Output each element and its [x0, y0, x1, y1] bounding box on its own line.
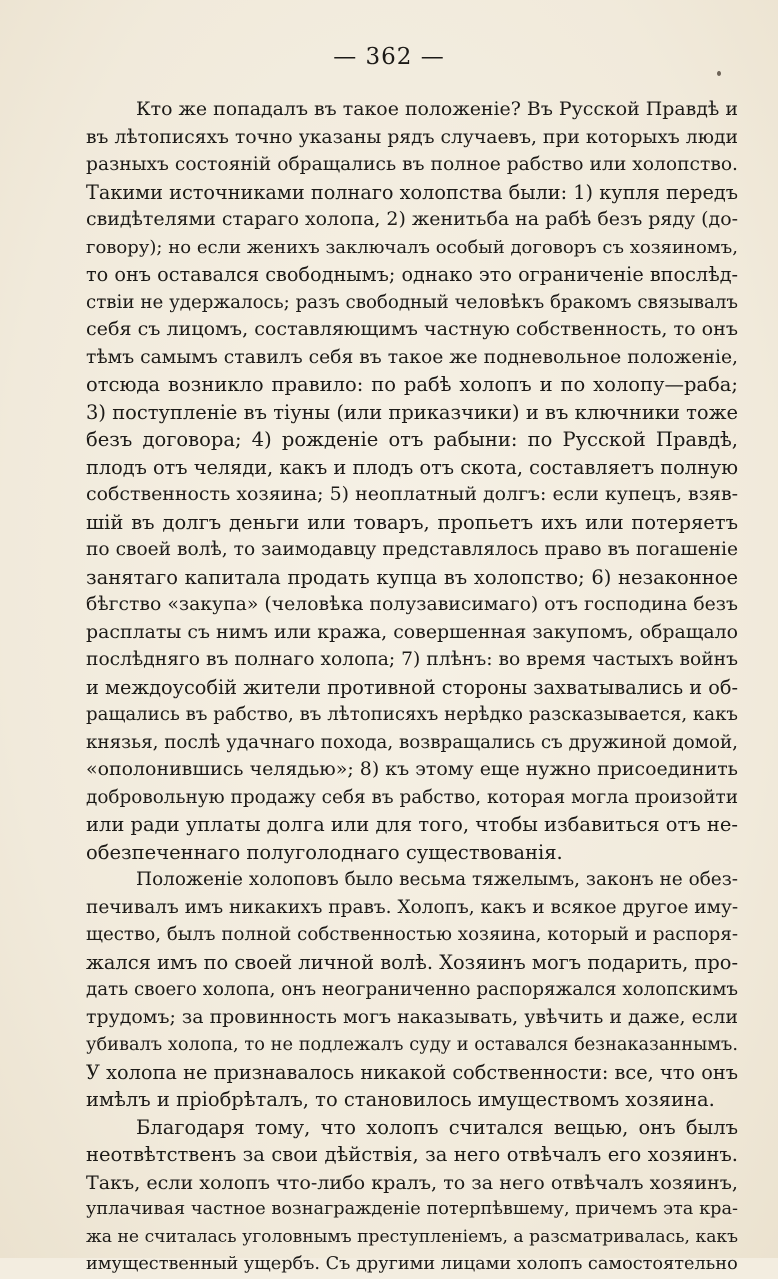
text-line: дать своего холопа, онъ неограниченно распоряжался холопскимъ: [86, 979, 738, 1000]
text-line: имѣлъ и пріобрѣталъ, то становилось имуществомъ хозяина.: [86, 1088, 715, 1111]
text-line: ствіи не удержалось; разъ свободный человѣкъ бракомъ связывалъ: [86, 291, 738, 313]
text-line: или ради уплаты долга или для того, чтобы избавиться отъ не-: [86, 813, 738, 836]
text-line: тѣмъ самымъ ставилъ себя въ такое же подневольное положеніе,: [86, 346, 738, 368]
text-line: убивалъ холопа, то не подлежалъ суду и оставался безнаказаннымъ.: [86, 1034, 738, 1055]
text-line: трудомъ; за провинность могъ наказывать, увѣчить и даже, если: [86, 1005, 738, 1028]
text-line: имущественный ущербъ. Съ другими лицами холопъ самостоятельно: [86, 1254, 738, 1274]
text-line: послѣдняго въ полнаго холопа; 7) плѣнъ: во время частыхъ войнъ: [86, 649, 738, 670]
text-line: себя съ лицомъ, составляющимъ частную собственность, то онъ: [86, 318, 738, 340]
text-line: расплаты съ нимъ или кража, совершенная закупомъ, обращало: [86, 620, 738, 643]
text-line: 3) поступленіе въ тіуны (или приказчики) и въ ключники тоже: [86, 400, 738, 424]
text-line: въ лѣтописяхъ точно указаны рядъ случаевъ, при которыхъ люди: [86, 126, 738, 148]
text-line: безъ договора; 4) рожденіе отъ рабыни: по Русской Правдѣ,: [86, 428, 738, 451]
text-line: Такъ, если холопъ что-либо кралъ, то за него отвѣчалъ хозяинъ,: [86, 1170, 738, 1194]
text-line: У холопа не признавалось никакой собственности: все, что онъ: [86, 1060, 738, 1084]
text-line: свидѣтелями стараго холопа, 2) женитьба на рабѣ безъ ряду (до-: [86, 208, 738, 230]
text-line: по своей волѣ, то заимодавцу представлялось право въ погашеніе: [86, 539, 738, 560]
paragraph: [86, 96, 738, 866]
page-number: — 362 —: [333, 44, 445, 70]
text-line: бѣгство «закупа» (человѣка полузависимаго) отъ господина безъ: [86, 594, 738, 615]
text-line: жался имъ по своей личной волѣ. Хозяинъ могъ подарить, про-: [86, 950, 738, 974]
text-line: и междоусобій жители противной стороны захватывались и об-: [86, 675, 738, 699]
text-line: то онъ оставался свободнымъ; однако это ограниченіе впослѣд-: [86, 263, 739, 286]
text-line: собственность хозяина; 5) неоплатный долгъ: если купецъ, взяв-: [86, 483, 738, 505]
body-text: [86, 96, 738, 1279]
text-line: обезпеченнаго полуголоднаго существованія.: [86, 840, 563, 864]
text-line: Положеніе холоповъ было весьма тяжелымъ, законъ не обез-: [136, 869, 738, 890]
text-line: отсюда возникло правило: по рабѣ холопъ и по холопу—раба;: [86, 373, 738, 396]
text-line: «ополонившись челядью»; 8) къ этому еще нужно присоединить: [86, 758, 738, 780]
text-line: добровольную продажу себя въ рабство, которая могла произойти: [86, 786, 738, 808]
text-line: занятаго капитала продать купца въ холопство; 6) незаконное: [86, 565, 738, 589]
text-line: ращались въ рабство, въ лѣтописяхъ нерѣдко разсказывается, какъ: [86, 704, 738, 725]
paragraph: [86, 866, 738, 1114]
ink-speck: [717, 71, 721, 76]
paragraph: [86, 1114, 738, 1279]
text-line: плодъ отъ челяди, какъ и плодъ отъ скота, составляетъ полную: [86, 455, 738, 479]
text-line: Кто же попадалъ въ такое положеніе? Въ Русской Правдѣ и: [136, 98, 738, 120]
text-line: Благодаря тому, что холопъ считался вещью, онъ былъ: [136, 1115, 738, 1139]
text-line: Такими источниками полнаго холопства были: 1) купля передъ: [86, 180, 738, 204]
text-line: щество, былъ полной собственностью хозяина, который и распоря-: [86, 924, 738, 945]
text-line: уплачивая частное вознагражденіе потерпѣвшему, причемъ эта кра-: [86, 1199, 738, 1219]
text-line: князья, послѣ удачнаго похода, возвращались съ дружиной домой,: [86, 731, 738, 753]
text-line: неотвѣтственъ за свои дѣйствія, за него отвѣчалъ его хозяинъ.: [86, 1143, 738, 1166]
text-line: печивалъ имъ никакихъ правъ. Холопъ, какъ и всякое другое иму-: [86, 896, 739, 918]
text-line: разныхъ состояній обращались въ полное рабство или холопство.: [86, 154, 738, 175]
text-line: шій въ долгъ деньги или товаръ, пропьетъ ихъ или потеряетъ: [86, 510, 738, 534]
text-line: жа не считалась уголовнымъ преступленіемъ, а разсматривалась, какъ: [86, 1226, 738, 1247]
text-line: говору); но если женихъ заключалъ особый договоръ съ хозяиномъ,: [86, 236, 738, 258]
